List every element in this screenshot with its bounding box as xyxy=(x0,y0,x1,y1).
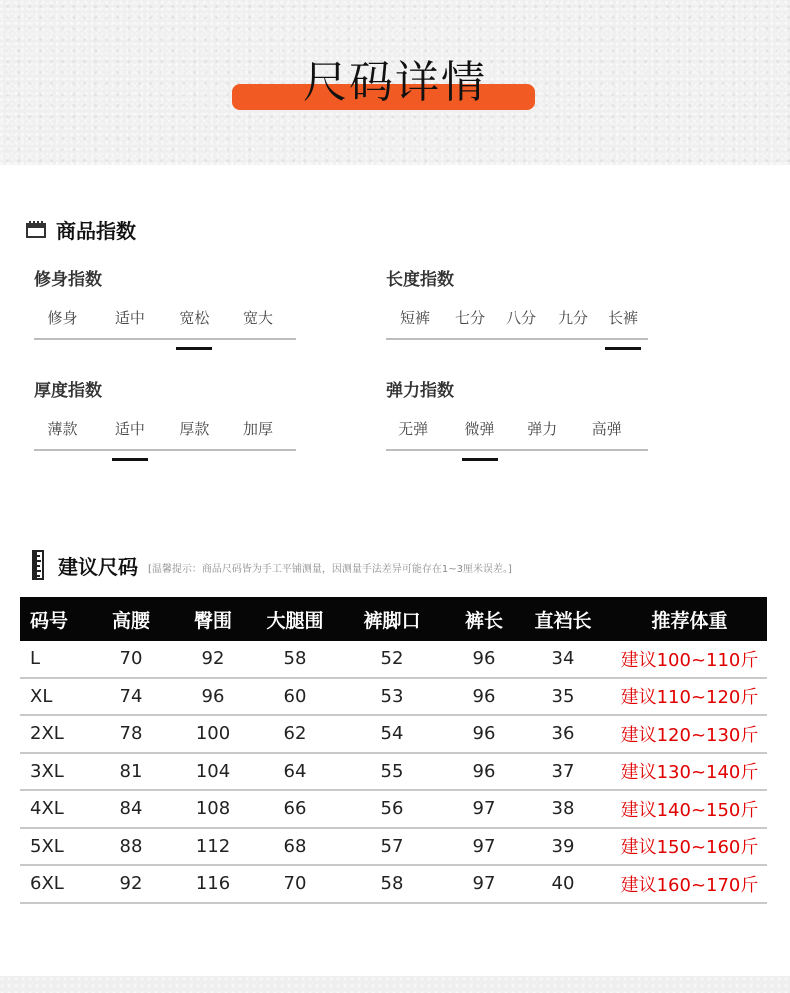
index-option: 修身 xyxy=(47,309,78,327)
column-header: 裤长 xyxy=(454,597,514,641)
recommended-weight: 建议100~110斤 xyxy=(612,641,767,678)
table-cell: 92 xyxy=(166,641,260,678)
index-option: 短裤 xyxy=(399,309,430,327)
table-cell: 58 xyxy=(260,641,330,678)
index-option: 适中 xyxy=(114,309,145,327)
index-option: 九分 xyxy=(557,309,588,327)
table-cell: 5XL xyxy=(20,828,96,866)
table-cell: L xyxy=(20,641,96,678)
footer-band xyxy=(0,976,790,993)
column-header: 码号 xyxy=(20,597,96,641)
index-title: 修身指数 xyxy=(34,270,102,290)
table-cell: 88 xyxy=(96,828,166,866)
recommended-weight: 建议150~160斤 xyxy=(612,828,767,866)
product-index-title: 商品指数 xyxy=(56,219,136,243)
recommended-weight: 建议130~140斤 xyxy=(612,753,767,791)
table-cell: XL xyxy=(20,678,96,716)
fit-index xyxy=(34,268,294,340)
table-cell: 39 xyxy=(514,828,612,866)
table-cell: 78 xyxy=(96,715,166,753)
table-row xyxy=(20,753,767,791)
ruler-icon xyxy=(32,550,44,580)
table-cell: 70 xyxy=(96,641,166,678)
page-title: 尺码详情 xyxy=(303,57,487,108)
table-cell: 68 xyxy=(260,828,330,866)
table-cell: 70 xyxy=(260,865,330,903)
table-cell: 2XL xyxy=(20,715,96,753)
table-row xyxy=(20,828,767,866)
table-cell: 96 xyxy=(454,753,514,791)
table-cell: 38 xyxy=(514,790,612,828)
table-cell: 96 xyxy=(454,715,514,753)
table-cell: 104 xyxy=(166,753,260,791)
index-option-selected: 宽松 xyxy=(169,308,220,338)
table-cell: 96 xyxy=(454,641,514,678)
column-header: 推荐体重 xyxy=(612,597,767,641)
table-cell: 84 xyxy=(96,790,166,828)
table-cell: 62 xyxy=(260,715,330,753)
table-cell: 3XL xyxy=(20,753,96,791)
recommended-weight: 建议120~130斤 xyxy=(612,715,767,753)
table-cell: 97 xyxy=(454,828,514,866)
measurement-note: [温馨提示：商品尺码皆为手工平铺测量，因测量手法差异可能存在1~3厘米误差。] xyxy=(148,563,512,575)
index-title: 厚度指数 xyxy=(34,381,102,401)
size-table xyxy=(20,597,767,904)
table-cell: 52 xyxy=(330,641,454,678)
table-cell: 97 xyxy=(454,865,514,903)
index-option-selected: 适中 xyxy=(91,419,169,449)
table-row xyxy=(20,678,767,716)
recommended-weight: 建议110~120斤 xyxy=(612,678,767,716)
table-cell: 74 xyxy=(96,678,166,716)
table-cell: 96 xyxy=(454,678,514,716)
index-scale xyxy=(386,308,648,340)
table-cell: 6XL xyxy=(20,865,96,903)
table-cell: 100 xyxy=(166,715,260,753)
index-option: 无弹 xyxy=(398,420,429,438)
table-cell: 37 xyxy=(514,753,612,791)
index-option: 高弹 xyxy=(591,420,622,438)
column-header: 大腿围 xyxy=(260,597,330,641)
table-cell: 81 xyxy=(96,753,166,791)
column-header: 高腰 xyxy=(96,597,166,641)
table-cell: 40 xyxy=(514,865,612,903)
index-option-selected: 微弹 xyxy=(440,419,519,449)
index-option: 八分 xyxy=(505,309,536,327)
index-scale xyxy=(34,308,296,340)
table-cell: 108 xyxy=(166,790,260,828)
table-cell: 116 xyxy=(166,865,260,903)
table-row xyxy=(20,865,767,903)
index-option: 弹力 xyxy=(527,420,558,438)
table-header-row xyxy=(20,597,767,641)
index-option: 加厚 xyxy=(243,420,274,438)
table-cell: 56 xyxy=(330,790,454,828)
elasticity-index xyxy=(386,379,646,451)
table-cell: 92 xyxy=(96,865,166,903)
index-option: 宽大 xyxy=(243,309,274,327)
table-row xyxy=(20,715,767,753)
table-row xyxy=(20,641,767,678)
column-header: 裤脚口 xyxy=(330,597,454,641)
table-cell: 64 xyxy=(260,753,330,791)
table-cell: 57 xyxy=(330,828,454,866)
thickness-index xyxy=(34,379,294,451)
index-option: 厚款 xyxy=(179,420,210,438)
product-index-heading xyxy=(26,215,136,244)
calendar-icon xyxy=(26,221,46,238)
index-scale xyxy=(34,419,296,451)
recommended-weight: 建议140~150斤 xyxy=(612,790,767,828)
recommended-weight: 建议160~170斤 xyxy=(612,865,767,903)
index-option: 薄款 xyxy=(47,420,78,438)
index-option: 七分 xyxy=(454,309,485,327)
table-cell: 97 xyxy=(454,790,514,828)
index-option-selected: 长裤 xyxy=(600,308,646,338)
length-index xyxy=(386,268,646,340)
table-cell: 54 xyxy=(330,715,454,753)
table-cell: 58 xyxy=(330,865,454,903)
table-cell: 60 xyxy=(260,678,330,716)
table-cell: 55 xyxy=(330,753,454,791)
table-cell: 36 xyxy=(514,715,612,753)
size-section-title: 建议尺码 xyxy=(58,554,138,579)
table-cell: 34 xyxy=(514,641,612,678)
index-scale xyxy=(386,419,648,451)
table-cell: 66 xyxy=(260,790,330,828)
table-row xyxy=(20,790,767,828)
index-title: 长度指数 xyxy=(386,270,454,290)
size-section-heading xyxy=(32,550,512,580)
table-cell: 53 xyxy=(330,678,454,716)
table-cell: 35 xyxy=(514,678,612,716)
column-header: 直裆长 xyxy=(514,597,612,641)
table-cell: 112 xyxy=(166,828,260,866)
index-title: 弹力指数 xyxy=(386,381,454,401)
table-cell: 96 xyxy=(166,678,260,716)
column-header: 臀围 xyxy=(166,597,260,641)
table-cell: 4XL xyxy=(20,790,96,828)
